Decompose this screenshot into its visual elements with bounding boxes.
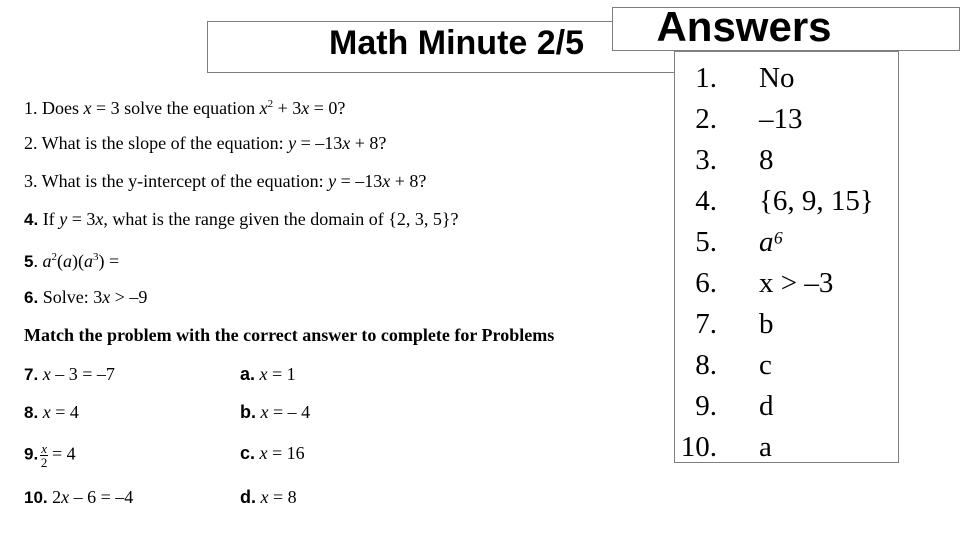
question-3: 3. What is the y-intercept of the equation: y = –13x + 8? <box>24 171 427 191</box>
match-problem-7: 7. x – 3 = –7 <box>24 364 115 384</box>
question-4: 4. If y = 3x, what is the range given the domain of {2, 3, 5}? <box>24 209 459 229</box>
problem-number: 8. <box>24 403 39 422</box>
answer-row: 7. b <box>695 308 774 340</box>
problem-number: 10. <box>24 488 48 507</box>
answer-letter: d. <box>240 487 256 507</box>
question-number: 4. <box>24 210 39 229</box>
question-number: 5 <box>24 252 34 271</box>
match-answer-c: c. x = 16 <box>240 443 305 463</box>
answers-panel <box>674 51 899 463</box>
answer-row: 3. 8 <box>695 144 774 176</box>
match-heading: Match the problem with the correct answer to complete for Problems <box>24 325 555 345</box>
question-5: 5. $a^2(a)(a^3)$ = <box>24 251 120 271</box>
fraction: $\frac{x}{2}$ <box>40 441 48 470</box>
page-title: Math Minute 2/5 <box>329 24 585 62</box>
question-6: 6. Solve: 3x > –9 <box>24 287 148 307</box>
match-answer-b: b. x = – 4 <box>240 402 311 422</box>
problem-number: 7. <box>24 365 39 384</box>
match-problem-10: 10. 2x – 6 = –4 <box>24 487 134 507</box>
answer-row: 1. No <box>695 62 795 94</box>
answer-row: 2. –13 <box>695 103 803 135</box>
answer-row: 9. d <box>695 390 774 422</box>
answer-row: 5. a⁶ <box>695 226 784 258</box>
answer-row: 6. x > –3 <box>695 267 834 299</box>
answer-letter: a. <box>240 364 256 384</box>
match-problem-9: 9. $\frac{x}{2}$ = 4 <box>24 441 76 470</box>
answer-letter: b. <box>240 402 256 422</box>
question-number: 6. <box>24 288 39 307</box>
question-number: 3 <box>24 171 33 191</box>
answer-row: 8. c <box>695 349 772 381</box>
match-answer-d: d. x = 8 <box>240 487 297 507</box>
answer-row: 4. {6, 9, 15} <box>695 185 874 217</box>
answer-row: 10. a <box>680 431 772 463</box>
question-2: 2. What is the slope of the equation: y = –13x + 8? <box>24 133 387 153</box>
match-problem-8: 8. x = 4 <box>24 402 79 422</box>
match-answer-a: a. x = 1 <box>240 364 296 384</box>
question-number: 1 <box>24 98 33 118</box>
question-number: 2 <box>24 133 33 153</box>
answer-letter: c. <box>240 443 256 463</box>
question-1: 1. Does x = 3 solve the equation $x^2 + 3x = 0$? <box>24 98 346 118</box>
problem-number: 9. <box>24 444 39 464</box>
answers-header: Answers <box>612 7 960 51</box>
